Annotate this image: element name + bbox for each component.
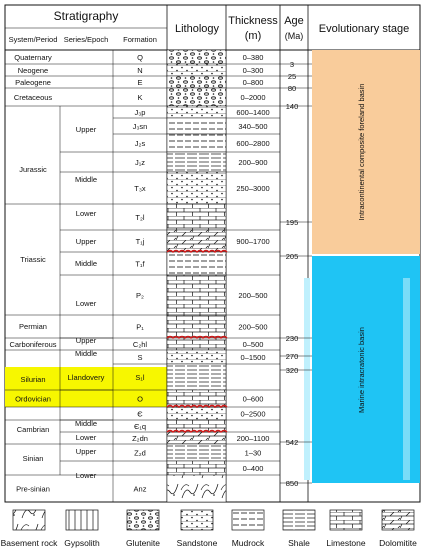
header-formation: Formation [123, 35, 157, 44]
row-labels [9, 53, 312, 494]
series-group-label: Upper [75, 237, 97, 246]
formation-label: Z₂dn [132, 434, 148, 443]
thickness-label: 0–2000 [240, 93, 266, 102]
stage-foreland-label: Intracontinental composite foreland basin [357, 83, 366, 221]
age-label: 205 [285, 252, 299, 261]
evolutionary-stages [304, 50, 420, 483]
legend-label: Gypsolith [64, 538, 100, 548]
formation-label: C₂hl [132, 340, 148, 349]
lithology-cell [167, 364, 226, 390]
series-group-label: Middle [74, 259, 98, 268]
system-group-label: Cambrian [16, 425, 50, 434]
llandovery-cell [60, 396, 167, 407]
header-age: Age [284, 15, 304, 27]
formation-label: J₃p [134, 108, 146, 117]
system-label: Quaternary [14, 53, 52, 62]
glutenite-icon [127, 510, 159, 530]
lithology-cell [167, 172, 226, 204]
age-label: 542 [285, 438, 299, 447]
thickness-label: 200–500 [238, 291, 268, 300]
lithology-cell [167, 50, 226, 64]
thickness-label: 0–600 [242, 394, 264, 404]
thickness-label: 0–2500 [240, 409, 266, 419]
header-series: Series/Epoch [63, 35, 109, 44]
header-lithology: Lithology [174, 23, 220, 35]
thickness-label: 0–400 [242, 464, 264, 473]
age-label: 80 [287, 84, 297, 93]
lithology-cell [167, 106, 226, 118]
formation-label: P₁ [136, 322, 144, 332]
formation-label: P₂ [136, 291, 144, 300]
series-group-label: Lower [75, 471, 97, 480]
lithology-column [167, 50, 227, 502]
lithology-cell [167, 350, 226, 364]
system-group-label: Jurassic [19, 165, 47, 174]
age-label: 230 [285, 334, 299, 343]
series-label: Llandovery [67, 373, 105, 382]
age-label: 195 [285, 218, 299, 227]
thickness-label: 250–3000 [236, 184, 270, 193]
marine-basin-glow [304, 278, 310, 480]
formation-label: E [137, 78, 143, 87]
system-label: Neogene [17, 66, 49, 75]
legend-label: Dolomitite [379, 538, 417, 548]
dolomitite-icon [382, 510, 414, 530]
lithology-cell [167, 275, 226, 315]
lithology-cell [167, 461, 226, 475]
series-group-label: Upper [75, 125, 97, 134]
age-label: 3 [289, 60, 295, 69]
formation-label: J₁z [134, 158, 146, 167]
thickness-label: 900–1700 [236, 237, 270, 246]
lithology-cell [167, 338, 226, 350]
age-label: 850 [285, 479, 299, 488]
limestone-icon [330, 510, 362, 530]
formation-label: K [137, 93, 143, 102]
formation-label: S [137, 353, 143, 362]
legend-label: Limestone [326, 538, 366, 548]
system-label: Carboniferous [9, 340, 57, 349]
thickness-label: 0–800 [242, 78, 264, 87]
formation-label: T₁j [135, 237, 145, 246]
series-group-label: Middle [74, 349, 98, 358]
mudrock-icon [232, 510, 264, 530]
formation-label: S₁l [135, 373, 145, 382]
thickness-label: 200–1100 [236, 434, 270, 443]
thickness-label: 200–900 [238, 158, 268, 167]
formation-label: T₃x [134, 184, 146, 193]
header-system: System/Period [8, 35, 58, 44]
marine-basin-edge [403, 278, 410, 480]
system-label: Ordovician [15, 394, 51, 404]
lithology-cell [167, 432, 226, 444]
formation-label: Q [137, 53, 143, 62]
legend-label: Glutenite [125, 538, 161, 548]
age-label: 25 [287, 72, 297, 81]
thickness-label: 600–2800 [236, 139, 270, 148]
lithology-cell [167, 252, 226, 275]
lithology-cell [167, 475, 226, 502]
thickness-label: 600–1400 [236, 108, 270, 117]
lithology-cell [167, 118, 226, 134]
header-stratigraphy: Stratigraphy [53, 9, 119, 23]
lithology-cell [167, 134, 226, 152]
basement-icon [13, 510, 45, 530]
formation-label: N [137, 66, 143, 75]
lithology-cell [167, 64, 226, 76]
thickness-label: 200–500 [238, 322, 268, 332]
legend-label: Basement rock [0, 538, 58, 548]
header-thickness: Thickness [228, 15, 278, 27]
series-group-label: Lower [75, 433, 97, 442]
formation-label: Є₁q [133, 422, 147, 431]
lithology-cell [167, 444, 226, 461]
system-label: Cretaceous [13, 93, 53, 102]
thickness-label: 0–1500 [240, 353, 266, 362]
foreland-basin-band [312, 50, 420, 254]
thickness-label: 340–500 [238, 122, 268, 131]
formation-label: T₂l [135, 213, 145, 222]
lithology-cell [167, 76, 226, 88]
lithology-cell [167, 88, 226, 106]
gypsolith-icon [66, 510, 98, 530]
series-group-label: Upper [75, 336, 97, 345]
stage-marine-label: Marine intracratonic basin [357, 327, 366, 413]
thickness-label: 0–380 [242, 53, 264, 62]
table-header [5, 5, 420, 50]
age-label: 320 [285, 366, 299, 375]
series-group-label: Upper [75, 447, 97, 456]
system-label: Paleogene [15, 78, 51, 87]
age-label: 270 [285, 352, 299, 361]
lithology-cell [167, 230, 226, 252]
header-age-unit: (Ma) [284, 31, 304, 41]
age-label: 140 [285, 102, 299, 111]
formation-label: Anz [133, 484, 147, 494]
system-label: Pre-sinian [16, 484, 50, 494]
system-group-label: Triassic [20, 255, 46, 264]
system-group-label: Permian [19, 322, 47, 331]
system-group-label: Silurian [20, 375, 46, 384]
lithology-cell [167, 390, 226, 407]
legend-label: Shale [288, 538, 310, 548]
formation-label: J₂s [134, 139, 146, 148]
shale-icon [283, 510, 315, 530]
lithology-cell [167, 204, 226, 230]
sandstone-icon [181, 510, 213, 530]
thickness-label: 0–500 [242, 340, 264, 349]
legend-label: Sandstone [176, 538, 218, 548]
formation-label: T₁f [135, 259, 145, 269]
thickness-label: 1–30 [244, 448, 262, 458]
series-group-label: Lower [75, 299, 97, 308]
formation-label: O [137, 394, 143, 404]
header-thickness-unit: (m) [244, 30, 262, 42]
lithology-cell [167, 407, 226, 420]
legend-label: Mudrock [231, 538, 265, 548]
lithology-cell [167, 152, 226, 172]
legend [1, 510, 418, 548]
thickness-label: 0–300 [242, 66, 264, 75]
system-group-label: Sinian [22, 454, 44, 463]
series-group-label: Middle [74, 419, 98, 428]
formation-label: Z₂d [134, 448, 146, 458]
series-group-label: Middle [74, 175, 98, 184]
lithology-cell [167, 315, 226, 338]
header-stage: Evolutionary stage [318, 23, 410, 35]
series-group-label: Lower [75, 209, 97, 218]
formation-label: J₃sn [132, 122, 148, 131]
formation-label: Є [137, 409, 143, 419]
